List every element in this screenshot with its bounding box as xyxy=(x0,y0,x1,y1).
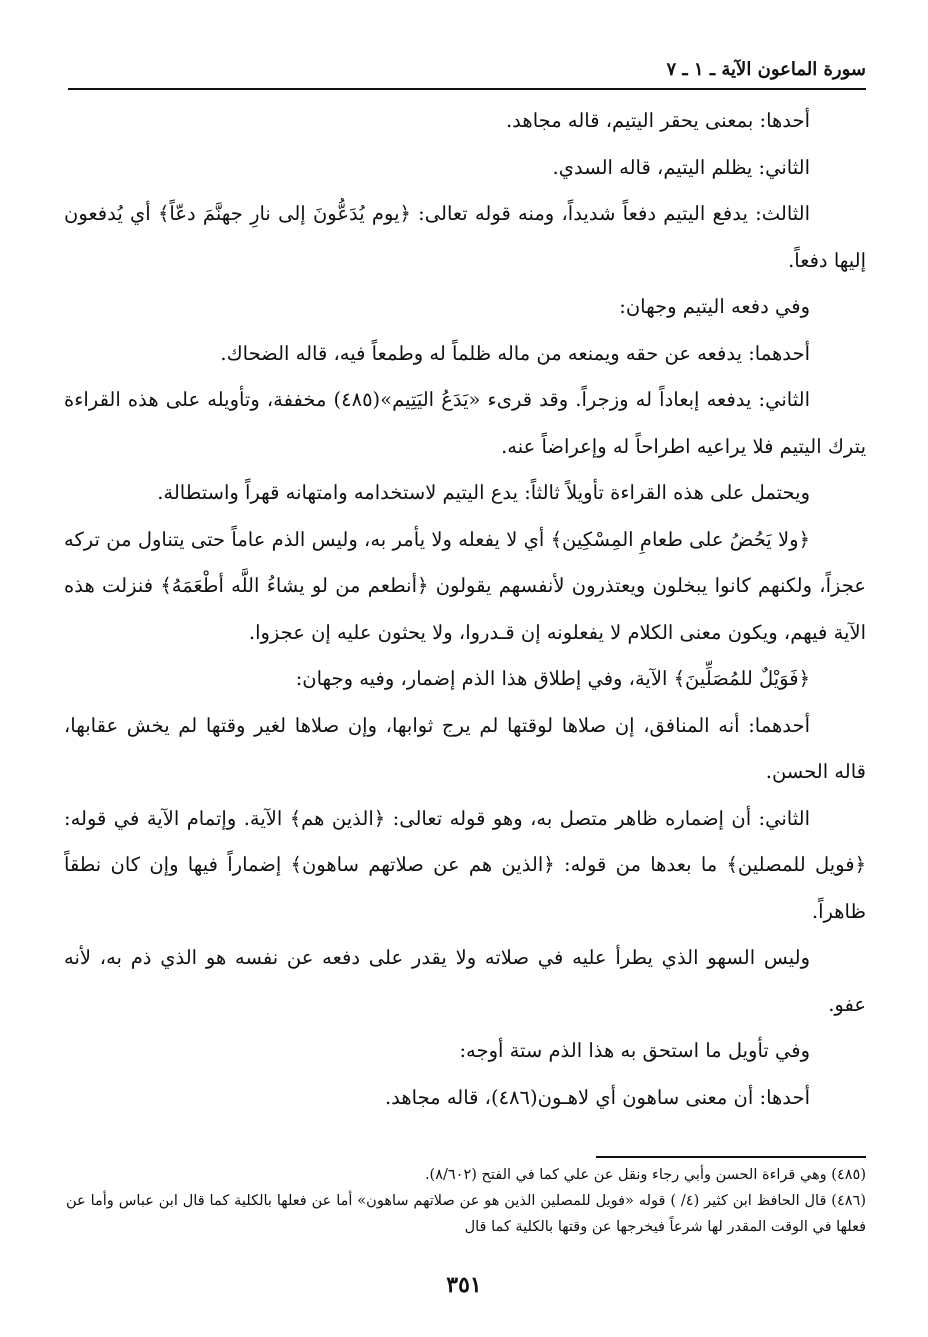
paragraph: ويحتمل على هذه القراءة تأويلاً ثالثاً: يدع اليتيم لاستخدامه وامتهانه قهراً واستطالة. xyxy=(157,481,810,504)
paragraph: ﴿فَوَيْلٌ للمُصَلِّينَ﴾ الآية، وفي إطلاق هذا الذم إضمار، وفيه وجهان: xyxy=(295,667,810,690)
paragraph: وفي تأويل ما استحق به هذا الذم ستة أوجه: xyxy=(459,1039,810,1062)
footnote: (٤٨٥) وهي قراءة الحسن وأبي رجاء ونقل عن علي كما في الفتح (٨/٦٠٢). xyxy=(424,1167,866,1183)
main-text xyxy=(64,98,866,1121)
running-header: سورة الماعون الآية ـ ١ ـ ٧ xyxy=(666,59,866,80)
paragraph: أحدها: أن معنى ساهون أي لاهـون(٤٨٦)، قاله مجاهد. xyxy=(384,1085,810,1109)
paragraph: الثالث: يدفع اليتيم دفعاً شديداً، ومنه قوله تعالى: ﴿يوم يُدَعُّونَ إلى نارِ جهنَّمَ دعّاً﴾ أي يُدفعون إليها دفعاً. xyxy=(64,202,866,272)
paragraph: الثاني: أن إضماره ظاهر متصل به، وهو قوله تعالى: ﴿الذين هم﴾ الآية. وإتمام الآية في قوله: ﴿فويل للمصلين﴾ ما بعدها من قوله: ﴿الذين هم عن صلاتهم ساهون﴾ إضماراً فيها وإن كان نطقاً ظاهراً. xyxy=(64,806,866,923)
footnote: (٤٨٦) قال الحافظ ابن كثير (٤/ ) قوله «فويل للمصلين الذين هو عن صلاتهم ساهون» أما عن فعلها بالكلية كما قال ابن عباس وأما عن فعلها في الوقت المقدر لها شرعاً فيخرجها عن وقتها بالكلية كما قال xyxy=(66,1193,867,1235)
paragraph: وفي دفعه اليتيم وجهان: xyxy=(619,295,810,318)
paragraph: ﴿ولا يَحُضُ على طعامِ المِسْكِين﴾ أي لا يفعله ولا يأمر به، وليس الذم عاماً حتى يتناول من تركه عجزاً، ولكنهم كانوا يبخلون ويعتذرون لأنفسهم يقولون ﴿أنطعم من لو يشاءُ اللَّه أطْعَمَهُ﴾ فنزلت هذه الآية فيهم، ويكون معنى الكلام لا يفعلونه إن قـدروا، ولا يحثون عليه إن عجزوا. xyxy=(64,527,866,644)
paragraph: الثاني: يدفعه إبعاداً له وزجراً. وقد قرىء «يَدَعُ اليَتِيم»(٤٨٥) مخففة، وتأويله على هذه القراءة يترك اليتيم فلا يراعيه اطراحاً له وإعراضاً عنه. xyxy=(64,388,866,458)
header-rule xyxy=(68,88,866,90)
paragraph: الثاني: يظلم اليتيم، قاله السدي. xyxy=(552,155,810,179)
paragraph: أحدهما: أنه المنافق، إن صلاها لوقتها لم يرج ثوابها، وإن صلاها لغير وقتها لم يخش عقابها، قاله الحسن. xyxy=(64,713,866,783)
footnotes xyxy=(66,1162,866,1240)
footnote-rule xyxy=(596,1156,866,1158)
page-number: ٣٥١ xyxy=(446,1272,482,1298)
paragraph: أحدها: بمعنى يحقر اليتيم، قاله مجاهد. xyxy=(505,109,810,132)
paragraph: وليس السهو الذي يطرأ عليه في صلاته ولا يقدر على دفعه عن نفسه هو الذي ذم به، لأنه عفو. xyxy=(64,946,866,1016)
paragraph: أحدهما: يدفعه عن حقه ويمنعه من ماله ظلماً له وطمعاً فيه، قاله الضحاك. xyxy=(220,341,810,365)
